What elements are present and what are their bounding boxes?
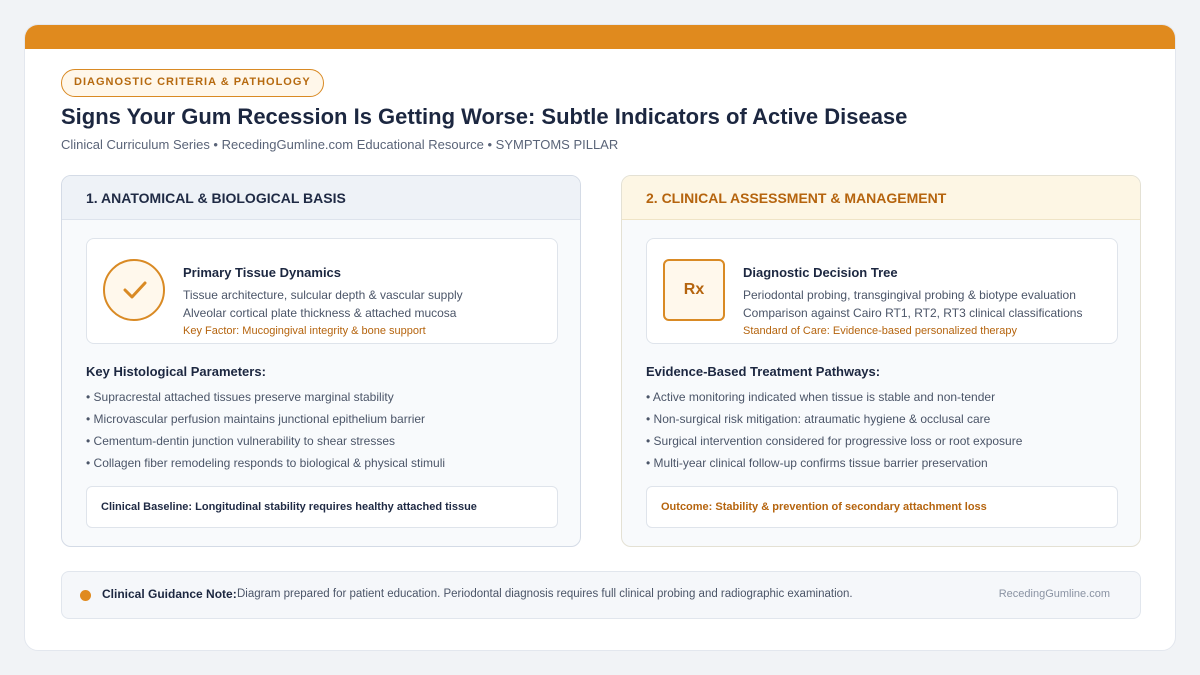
category-badge: DIAGNOSTIC CRITERIA & PATHOLOGY xyxy=(61,69,324,97)
list-item: • Collagen fiber remodeling responds to biological & physical stimuli xyxy=(86,452,445,474)
feature-standard-of-care: Standard of Care: Evidence-based personalized therapy xyxy=(743,325,1017,337)
checkmark-icon xyxy=(103,259,165,321)
feature-line: Alveolar cortical plate thickness & attached mucosa xyxy=(183,306,457,320)
brand-link[interactable]: RecedingGumline.com xyxy=(998,588,1110,600)
guidance-note xyxy=(61,571,1141,619)
list-item: • Microvascular perfusion maintains junctional epithelium barrier xyxy=(86,408,445,430)
note-text: Diagram prepared for patient education. Periodontal diagnosis requires full clinical probing and radiographic examination. xyxy=(237,588,853,600)
treatment-list xyxy=(646,386,1022,474)
list-title: Evidence-Based Treatment Pathways: xyxy=(646,364,881,379)
feature-box xyxy=(646,238,1118,344)
feature-key-factor: Key Factor: Mucogingival integrity & bone support xyxy=(183,325,426,337)
feature-text xyxy=(743,265,1113,340)
rx-icon: Rx xyxy=(663,259,725,321)
outcome-box: Outcome: Stability & prevention of secondary attachment loss xyxy=(646,486,1118,528)
clinical-assessment-panel xyxy=(621,175,1141,547)
feature-line: Comparison against Cairo RT1, RT2, RT3 clinical classifications xyxy=(743,306,1083,320)
feature-line: Tissue architecture, sulcular depth & vascular supply xyxy=(183,288,463,302)
list-item: • Active monitoring indicated when tissue is stable and non-tender xyxy=(646,386,1022,408)
infographic-card xyxy=(24,24,1176,651)
list-item: • Supracrestal attached tissues preserve marginal stability xyxy=(86,386,445,408)
panel-heading: 2. CLINICAL ASSESSMENT & MANAGEMENT xyxy=(622,176,1140,220)
feature-text xyxy=(183,265,553,340)
list-title: Key Histological Parameters: xyxy=(86,364,266,379)
feature-line: Periodontal probing, transgingival probing & biotype evaluation xyxy=(743,288,1076,302)
list-item: • Cementum-dentin junction vulnerability to shear stresses xyxy=(86,430,445,452)
anatomical-basis-panel xyxy=(61,175,581,547)
note-label: Clinical Guidance Note: xyxy=(102,587,237,601)
list-item: • Surgical intervention considered for progressive loss or root exposure xyxy=(646,430,1022,452)
parameter-list xyxy=(86,386,445,474)
panel-heading: 1. ANATOMICAL & BIOLOGICAL BASIS xyxy=(62,176,580,220)
feature-title: Primary Tissue Dynamics xyxy=(183,265,342,280)
feature-title: Diagnostic Decision Tree xyxy=(743,265,898,280)
list-item: • Non-surgical risk mitigation: atraumatic hygiene & occlusal care xyxy=(646,408,1022,430)
feature-box xyxy=(86,238,558,344)
page-subtitle: Clinical Curriculum Series • RecedingGumline.com Educational Resource • SYMPTOMS PILLAR xyxy=(61,137,619,152)
clinical-baseline-box: Clinical Baseline: Longitudinal stability requires healthy attached tissue xyxy=(86,486,558,528)
page-title: Signs Your Gum Recession Is Getting Worse: Subtle Indicators of Active Disease xyxy=(61,104,908,129)
list-item: • Multi-year clinical follow-up confirms tissue barrier preservation xyxy=(646,452,1022,474)
bullet-dot-icon xyxy=(80,590,91,601)
accent-top-bar xyxy=(25,25,1175,49)
